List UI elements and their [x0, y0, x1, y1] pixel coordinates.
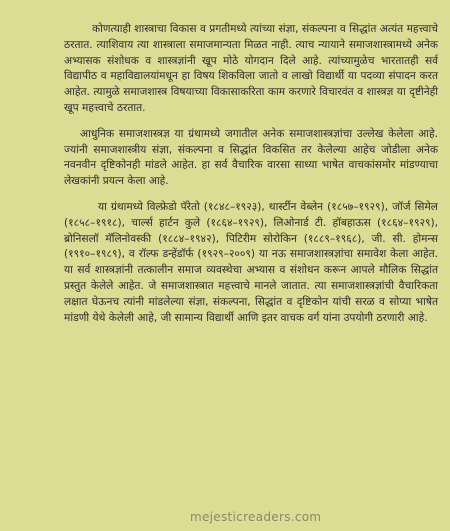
paragraph-1: कोणत्याही शास्त्राचा विकास व प्रगतीमध्ये त्यांच्या संज्ञा, संकल्पना व सिद्धांत अत्यंत महत्त्वाचे ठरतात. त्याशिवाय त्या शास्त्राला समाजमान्यता मिळत नाही. त्याच न्यायाने समाजशास्त्रामध्ये अनेक अभ्यासक संशोधक व शास्त्रज्ञांनी खूप मोठे योगदान दिले आहे. त्यांच्यामुळेच भारतातही सर्व विद्यापीठ व महाविद्यालयांमधून हा विषय शिकविला जातो व लाखो विद्यार्थी या पदव्या संपादन करत आहेत. त्यामुळे समाजशास्त्र विषयाच्या विकासाकरिता काम करणारे विचारवंत व शास्त्रज्ञ या दृष्टीनेही खूप महत्त्वाचे ठरतात.	[64, 23, 438, 114]
paragraph-3: या ग्रंथामध्ये विल्फ्रेडो पॅरेतो (१८४८–१९२३), थार्स्टीन वेब्लेन (१८५७–१९२९), जॉर्ज सिमेल (१८५८–१९१८), चार्ल्स हार्टन कुले (१८६४–१९२९), लिओनार्ड टी. हॉबहाऊस (१८६४–१९२९), ब्रोनिसलॉ मॅलिनोवस्की (१८८४–१९४२), पिटिरीम सोरोकिन (१८८९–१९६८), जी. सी. होमन्स (१९१०–१९८९), व रॉल्फ डन्हेंडॉर्फ (१९२९–२००९) या नऊ समाजशास्त्रज्ञांचा समावेश केला आहेत. या सर्व शास्त्रज्ञांनी तत्कालीन समाज व्यवस्थेचा अभ्यास व संशोधन करून आपले मौलिक सिद्धांत प्रस्तुत केलेले आहेत. जे समाजशास्त्रात महत्त्वाचे मानले जातात. त्या समाजशास्त्रज्ञांची वैचारिकता लक्षात घेऊनच त्यांनी मांडलेल्या संज्ञा, संकल्पना, सिद्धांत व दृष्टिकोन यांची सरळ व सोप्या भाषेत मांडणी येथे केलेली आहे, जी सामान्य विद्यार्थी आणि इतर वाचक वर्ग यांना उपयोगी ठरणारी आहे.	[64, 200, 438, 324]
paragraph-2: आधुनिक समाजशास्त्रज्ञ या ग्रंथामध्ये जगातील अनेक समाजशास्त्रज्ञांचा उल्लेख केलेला आहे. ज्यांनी समाजशास्त्रीय संज्ञा, संकल्पना व सिद्धांत विकसित तर केलेल्या आहेच जोडीला अनेक नवनवीन दृष्टिकोनही मांडले आहेत. हा सर्व वैचारिक वारसा साध्या भाषेत वाचकांसमोर मांडण्याचा लेखकांनी प्रयत्न केला आहे.	[64, 127, 438, 188]
site-watermark: mejesticreaders.com	[190, 510, 322, 524]
blurb-text	[64, 22, 438, 336]
